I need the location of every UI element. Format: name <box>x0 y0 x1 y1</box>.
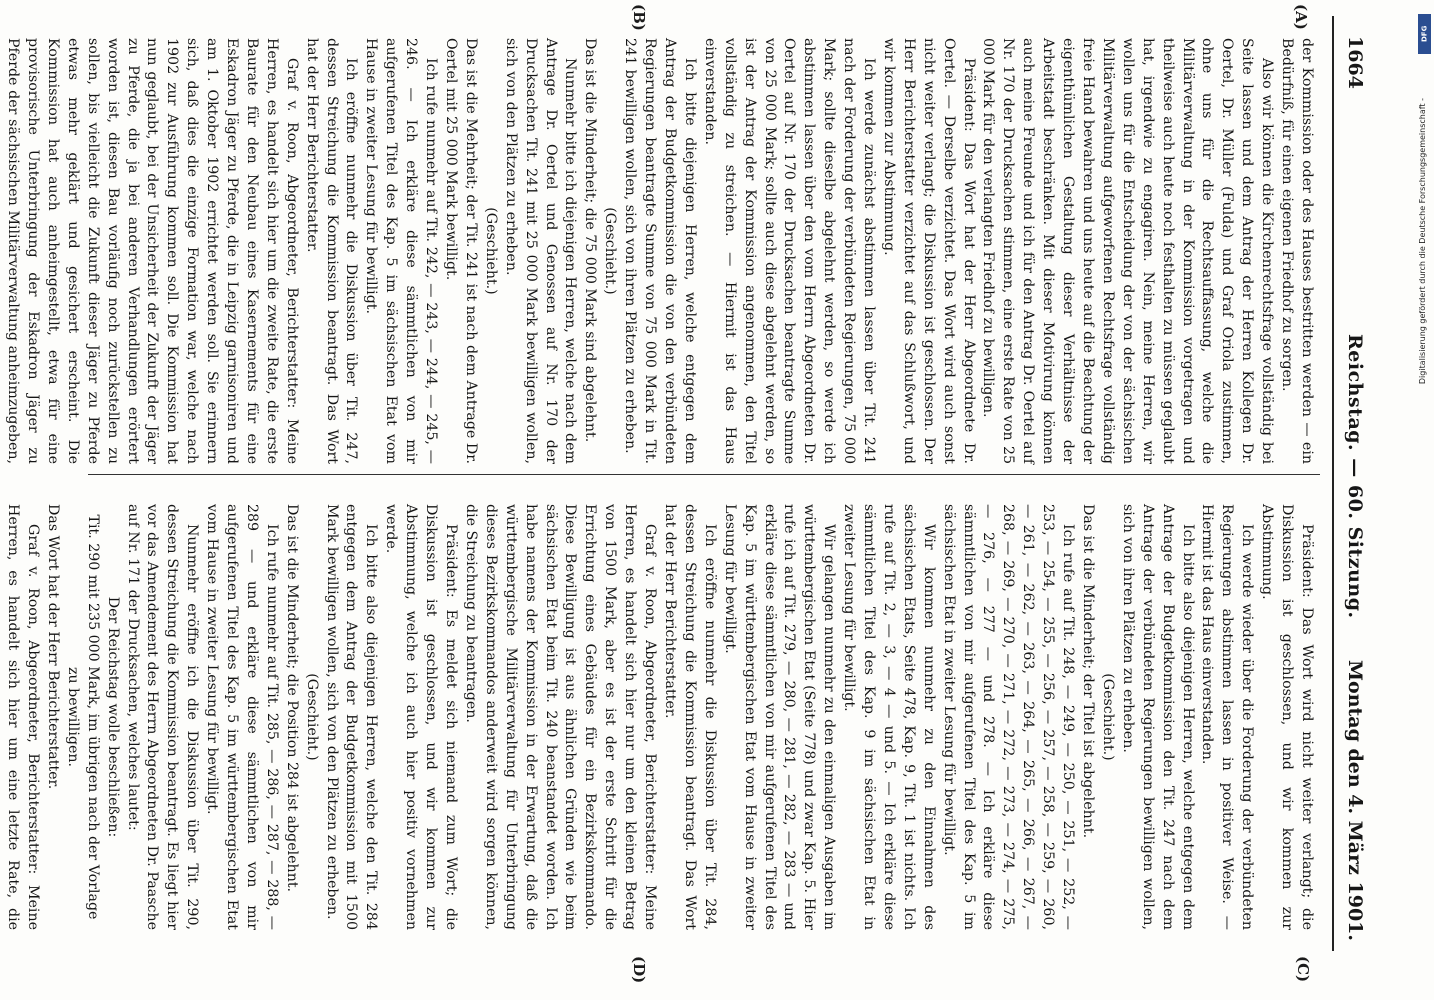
paragraph: Ich rufe nunmehr auf Tit. 242, — 243, — 244, — 245, — 246. — Ich erkläre diese sämmtlichen von mir aufgerufenen Titel des Kap. 5 im sächsischen Etat vom Hause in zweiter Lesung für bewilligt. <box>363 38 440 464</box>
margin-marker-c: (C) <box>1294 956 1312 983</box>
paragraph: Das Wort hat der Herr Berichterstatter. <box>44 504 61 790</box>
paragraph: Ich werde wieder über die Forderung der verbündeten Regierungen abstimmen lassen in positiver Weise. — Hiermit ist das Haus einverstanden. <box>1199 504 1256 930</box>
paragraph: Ich eröffne nunmehr die Diskussion über Tit. 247, dessen Streichung die Kommission beantragt. Das Wort hat der Herr Berichterstatter. <box>303 38 360 464</box>
paragraph: der Kommission oder des Hauses bestritten werden — ein Bedürfniß, für einen eigenen Friedhof zu sorgen. <box>1279 38 1315 464</box>
paragraph: Ich rufe auf Tit. 248, — 249, — 250, — 251, — 252, — 253, — 254, — 255, — 256, — 257, — 258, — 259, — 260, — 261, — 262, — 263, — 264, — 265, — 266, — 267, — 268, — 269, — 270, — 271, — 272, — 273, — 274, — 275, — 276, — 277 — und 278. — Ich erkläre diese sämmtlichen von mir aufgerufenen Titel des Kap. 5 im sächsischen Etat in zweiter Lesung für bewilligt. <box>940 504 1077 930</box>
stage-direction: (Geschieht.) <box>303 673 320 761</box>
quoted-motion: Tit. 290 mit 235 000 Mark, im übrigen nach der Vorlage zu bewilligen. <box>64 514 101 920</box>
page <box>5 4 1372 984</box>
paragraph: Also wir können die Kirchenrechtsfrage vollständig bei Seite lassen und dem Antrag der Herren Kollegen Dr. Oertel, Dr. Müller (Fulda) und Graf Oriola zustimmen, ohne uns für die Rechtsauffassung, welche die Militärverwaltung in der Kommission vorgetragen und theilweise auch heute noch festhalten zu müssen geglaubt hat, irgendwie zu engagiren. Nein, meine Herren, wir wollen uns für die Entscheidung der von der sächsischen Militärverwaltung aufgeworfenen Rechtsfrage vollständig freie Hand bewahren und uns heute auf die Beachtung der eigenthümlichen Gestaltung dieser Verhältnisse der Arbeitstadt beschränken. Mit dieser Motivirung können auch meine Freunde und ich für den Antrag Dr. Oertel auf Nr. 170 der Drucksachen stimmen, eine erste Rate von 25 000 Mark für den verlangten Friedhof zu bewilligen. <box>980 38 1276 464</box>
left-column <box>5 38 1316 464</box>
paragraph: Präsident: Das Wort hat der Herr Abgeordnete Dr. Oertel. — Derselbe verzichtet. Das Wort wird auch sonst nicht weiter verlangt; die Diskussion ist geschlossen. Der Herr Berichterstatter verzichtet auf das Schlußwort, und wir kommen zur Abstimmung. <box>880 38 977 464</box>
quoted-motion: Der Reichstag wolle beschließen: <box>104 596 121 838</box>
dfg-logo: DFG <box>1418 14 1431 54</box>
paragraph: Ich werde zunächst abstimmen lassen über Tit. 241 nach der Forderung der verbündeten Regierungen, 75 000 Mark; sollte dieselbe abgelehnt werden, so werde ich abstimmen lassen über den vom Herrn Abgeordneten Dr. Oertel auf Nr. 170 der Drucksachen beantragte Summe von 25 000 Mark; sollte auch diese abgelehnt werden, so ist der Antrag der Kommission angenommen, den Titel vollständig zu streichen. — Hiermit ist das Haus einverstanden. <box>701 38 878 464</box>
paragraph: Graf v. Roon, Abgeordneter, Berichterstatter: Meine Herren, es handelt sich hier um die zweite Rate, die erste Baurate für den Neubau eines Kasernements für eine Eskadron Jäger zu Pferde, die in Leipzig garnisoniren und am 1. Oktober 1902 errichtet werden soll. Sie erinnern sich, daß dies die einzige Formation war, welche nach 1902 zur Ausführung kommen soll. Die Kommission hat nun geglaubt, bei der Unsicherheit der Zukunft der Jäger zu Pferde, die ja bei anderen Verhandlungen erörtert worden ist, diesen Bau vorläufig noch zurückstellen zu sollen, bis vielleicht die Zukunft dieser Jäger zu Pferde etwas mehr geklärt und gesichert erscheint. Die Kommission hat auch anheimgestellt, etwa für eine provisorische Unterbringung der Eskadron Jäger zu Pferde der sächsischen Militärverwaltung anheimzugeben, <box>5 38 300 464</box>
paragraph: Das ist die Minderheit; die 75 000 Mark sind abgelehnt. <box>582 38 599 443</box>
paragraph: Wir gelangen nunmehr zu den einmaligen Ausgaben im württembergischen Etat (Seite 778) und zwar Kap. 5. Hier rufe ich auf Tit. 279, — 280, — 281, — 282, — 283 — und erkläre diese sämmtlichen von mir aufgerufenen Titel des Kap. 5 im württembergischen Etat vom Hause in zweiter Lesung für bewilligt. <box>721 504 838 930</box>
paragraph: Graf v. Roon, Abgeordneter, Berichterstatter: Meine Herren, es handelt sich hier um eine letzte Rate, die <box>5 504 41 930</box>
page-number: 1664 <box>1344 36 1366 89</box>
paragraph: Ich bitte also diejenigen Herren, welche den Tit. 284 entgegen dem Antrag der Budgetkommission mit 1500 Mark bewilligen wollen, sich von den Plätzen zu erheben. <box>323 504 380 930</box>
paragraph: Präsident: Es meldet sich niemand zum Wort; die Diskussion ist geschlossen, und wir kommen zur Abstimmung, welche ich auch hier positiv vornehmen werde. <box>383 504 460 930</box>
page-header <box>1340 16 1372 951</box>
digitization-attribution <box>1418 8 1432 983</box>
stage-direction: (Geschieht.) <box>1099 673 1116 761</box>
stage-direction: (Geschieht.) <box>602 207 619 295</box>
session-date: Montag den 4. März 1901. <box>1344 659 1366 941</box>
column-divider <box>88 474 1320 475</box>
paragraph: Das ist die Minderheit; die Position 284 ist abgelehnt. <box>283 504 300 893</box>
session-title: Reichstag. — 60. Sitzung. <box>1344 334 1366 619</box>
paragraph: Ich eröffne nunmehr die Diskussion über Tit. 284, dessen Streichung die Kommission beantragt. Das Wort hat der Herr Berichterstatter. <box>662 504 718 930</box>
paragraph: Ich bitte also diejenigen Herren, welche entgegen dem Antrage der Budgetkommission den Tit. 247 nach dem Antrage der verbündeten Regierungen bewilligen wollen, sich von ihren Plätzen zu erheben. <box>1119 504 1196 930</box>
header-rule <box>1332 16 1334 951</box>
paragraph: Präsident: Das Wort wird nicht weiter verlangt; die Diskussion ist geschlossen, und wir kommen zur Abstimmung. <box>1259 504 1315 930</box>
paragraph: Nunmehr bitte ich diejenigen Herren, welche nach dem Antrage Dr. Oertel und Genossen auf Nr. 170 der Drucksachen Tit. 241 mit 25 000 Mark bewilligen wollen, sich von den Plätzen zu erheben. <box>502 38 579 464</box>
attribution-text: Digitalisierung gefördert durch die Deutsche Forschungsgemeinschaft - <box>1418 98 1427 385</box>
paragraph: Ich rufe nunmehr auf Tit. 285, — 286, — 287, — 288, — 289 — und erkläre diese sämmtlichen von mir aufgerufenen Titel des Kap. 5 im württembergischen Etat vom Hause in zweiter Lesung für bewilligt. <box>204 504 280 930</box>
paragraph: Das ist die Minderheit; der Titel ist abgelehnt. <box>1080 504 1097 839</box>
margin-marker-d: (D) <box>630 956 648 984</box>
paragraph: Graf v. Roon, Abgeordneter, Berichterstatter: Meine Herren, es handelt sich hier nur um den kleinen Betrag von 1500 Mark, aber es ist der erste Schritt für die Errichtung eines Gebäudes für ein Bezirkskommando. Diese Bewilligung ist aus ähnlichen Gründen wie beim sächsischen Etat beim Tit. 240 beanstandet worden. Ich habe namens der Kommission in der Erwartung, daß die württembergische Militärverwaltung für Unterbringung dieses Bezirkskommandos anderweit wird sorgen können, die Streichung zu beantragen. <box>462 504 659 930</box>
stage-direction: (Geschieht.) <box>482 207 499 295</box>
margin-marker-a: (A) <box>1292 4 1310 30</box>
right-column <box>5 504 1316 930</box>
paragraph: Wir kommen nunmehr zu den Einnahmen des sächsischen Etats, Seite 478, Kap. 9, Tit. 1 ist nichts. Ich rufe auf Tit. 2, — 3, — 4 — und 5. — Ich erkläre diese sämmtlichen Titel des Kap. 9 im sächsischen Etat in zweiter Lesung für bewilligt. <box>841 504 937 930</box>
margin-marker-b: (B) <box>630 4 648 31</box>
paragraph: Nunmehr eröffne ich die Diskussion über Tit. 290, dessen Streichung die Kommission beantragt. Es liegt hier vor das Amendement des Herrn Abgeordneten Dr. Paasche auf Nr. 171 der Drucksachen, welches lautet: <box>124 504 201 930</box>
paragraph: Ich bitte diejenigen Herren, welche entgegen dem Antrag der Budgetkommission die von den verbündeten Regierungen beantragte Summe von 75 000 Mark in Tit. 241 bewilligen wollen, sich von ihren Plätzen zu erheben. <box>622 38 698 464</box>
paragraph: Das ist die Mehrheit; der Tit. 241 ist nach dem Antrage Dr. Oertel mit 25 000 Mark bewilligt. <box>443 38 479 464</box>
